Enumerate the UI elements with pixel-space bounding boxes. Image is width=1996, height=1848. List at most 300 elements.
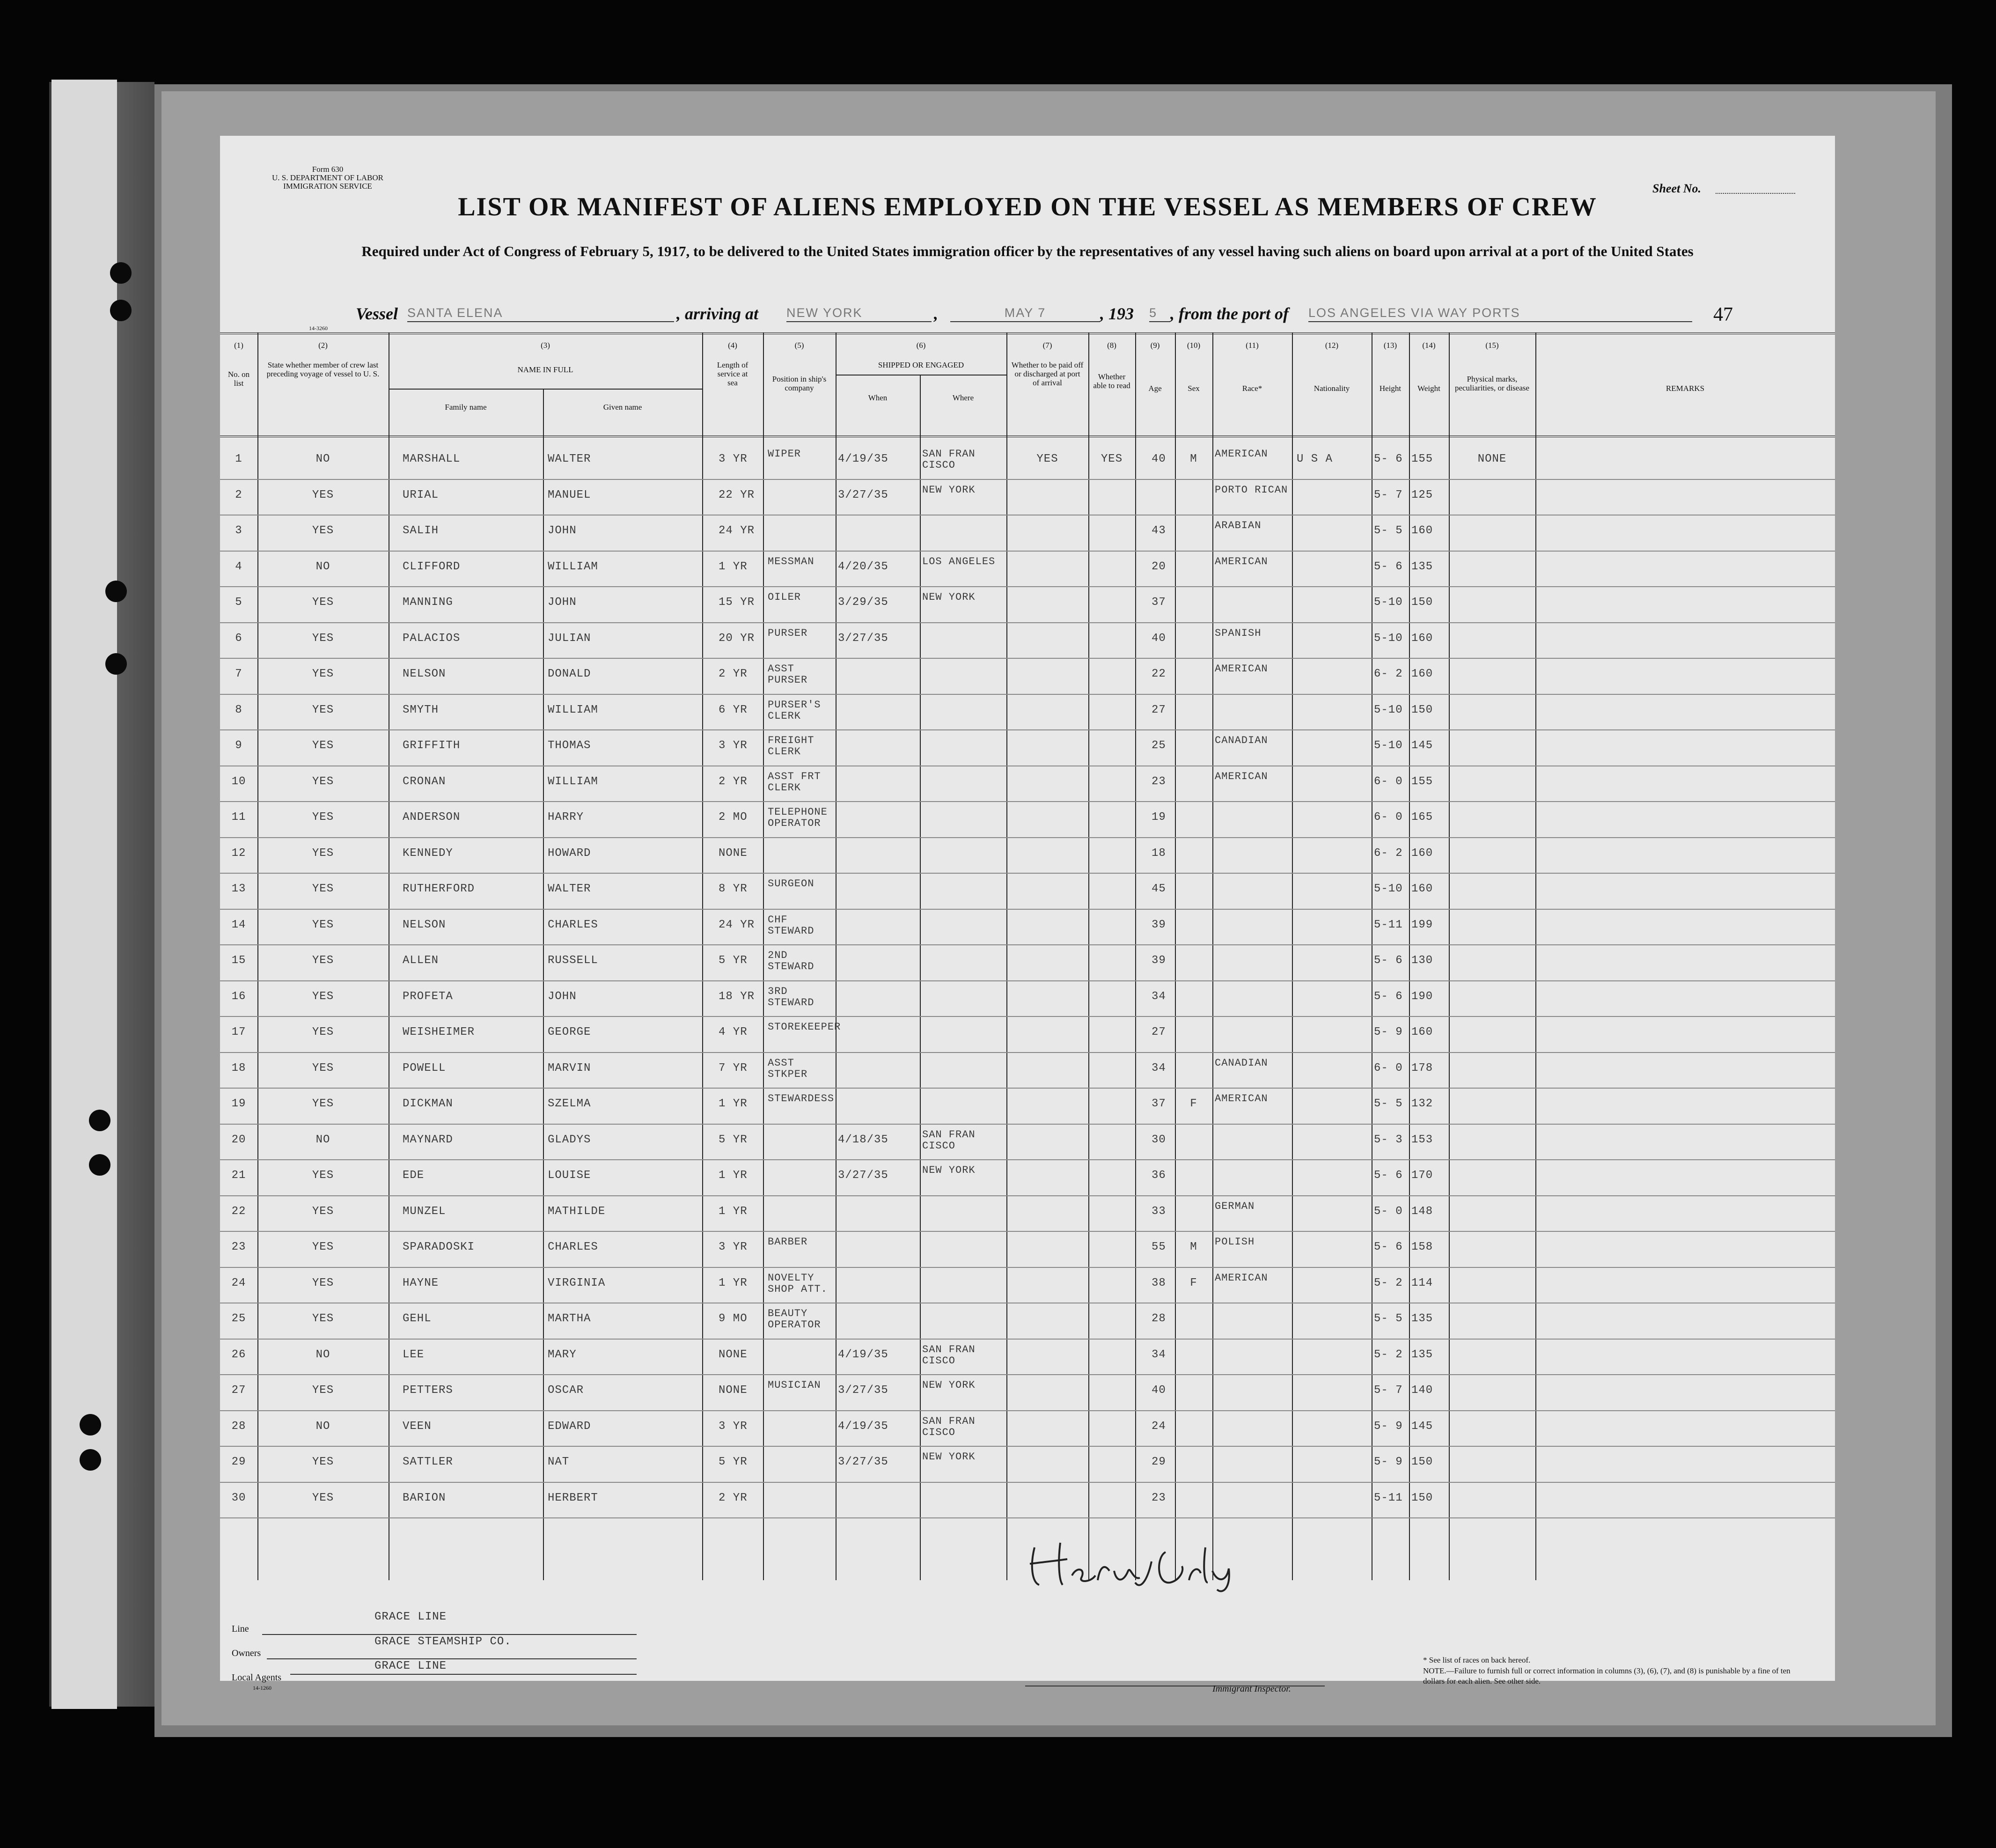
header-col15-num: (15) bbox=[1485, 341, 1499, 350]
cell-age: 39 bbox=[1152, 954, 1166, 967]
cell-nationality: U S A bbox=[1297, 453, 1333, 465]
cell-prev: YES bbox=[312, 1061, 334, 1075]
cell-service: 5 YR bbox=[719, 1133, 748, 1146]
cell-weight: 153 bbox=[1411, 1133, 1433, 1146]
cell-position: MESSMAN bbox=[768, 555, 815, 567]
cell-prev: YES bbox=[312, 524, 334, 537]
cell-given: MARTHA bbox=[548, 1312, 591, 1325]
cell-family: URIAL bbox=[403, 488, 439, 501]
binder-hole bbox=[89, 1154, 110, 1176]
cell-service: 22 YR bbox=[719, 488, 755, 501]
cell-prev: NO bbox=[316, 1420, 330, 1433]
cell-no: 16 bbox=[231, 990, 246, 1003]
cell-no: 7 bbox=[235, 668, 242, 680]
header-col1-num: (1) bbox=[234, 341, 243, 350]
cell-weight: 170 bbox=[1411, 1169, 1433, 1182]
manifest-sheet: Form 630 U. S. DEPARTMENT OF LABOR IMMIGRATION SERVICE Sheet No. LIST OR MANIFEST OF ALIENS EMPLOYED ON THE VESSEL AS MEMBERS OF CREW Required under Act of Congress of February 5, 1917, to be delivered to the United States immigration officer by the representatives of any vessel having such aliens on board upon arrival at a port of the United States Vessel SANTA ELENA , arriving at NEW YORK , MAY 7 , 193 5 , from the port of LOS ANGELES VIA WAY PORTS 47 14-3260 (1) No. on list (2) State whether member of crew last preceding voyage of vessel to U. S. (3) NAME IN FULL Family name Given name (4) Length of service at sea (5) Position in ship's company (6) SHIPPED OR ENGAGED When Where (7) Whether to be paid off or discharged at port of arrival (8) Whether able to read (9) Age (10) Sex (11) Race* (12) Nationality (13) Height (14) Weight (15) Physical marks, peculiarities, or disease REMARKS 1 NO MARSHALL WALTER 3 YR WIPER 4/19/35 SAN FRAN CISCO YES YES 40 M AMERICAN U S A 5- 6 155 NONE 2 YES URIAL MANUEL 22 YR 3/27/35 NEW YORK PORTO RICAN 5- 7 125 3 YES SALIH JOHN 24 YR 43 ARABIAN 5- 5 160 4 NO CLIFFORD WILLIAM 1 YR MESSMAN 4/20/35 LOS ANGELES 20 AMERICAN 5- 6 135 5 YES MANNING JOHN 15 YR OILER 3/29/35 NEW YORK 37 5-10 150 6 YES PALACIOS JULIAN 20 YR PURSER 3/27/35 40 SPANISH 5-10 160 7 YES NELSON DONALD 2 YR ASST PURSER 22 AMERICAN 6- 2 160 8 YES SMYTH WILLIAM 6 YR PURSER'S CLERK 27 5-10 150 9 YES GRIFFITH THOMAS 3 YR FREIGHT CLERK 25 CANADIAN 5-10 145 10 YES CRONAN WILLIAM 2 YR ASST FRT CLERK 23 AMERICAN 6- 0 155 11 YES ANDERSON HARRY 2 MO TELEPHONE OPERATOR 19 6- 0 165 12 YES KENNEDY HOWARD NONE 18 6- 2 160 13 YES RUTHERFORD WALTER 8 YR SURGEON 45 5-10 160 14 YES NELSON CHARLES 24 YR CHF STEWARD 39 5-11 199 15 YES ALLEN RUSSELL 5 YR 2ND STEWARD 39 5- 6 130 16 YES PROFETA JOHN 18 YR 3RD STEWARD 34 5- 6 190 17 YES WEISHEIMER GEORGE 4 YR STOREKEEPER 27 5- 9 160 18 YES POWELL MARVIN 7 YR ASST STKPER 34 CANADIAN 6- 0 178 19 YES DICKMAN SZELMA 1 YR STEWARDESS 37 F AMERICAN 5- 5 132 20 NO MAYNARD GLADYS 5 YR 4/18/35 SAN FRAN CISCO 30 5- 3 153 21 YES EDE LOUISE 1 YR 3/27/35 NEW YORK 36 5- 6 170 22 YES MUNZEL MATHILDE 1 YR 33 GERMAN 5- 0 148 23 YES SPARADOSKI CHARLES 3 YR BARBER 55 M POLISH 5- 6 158 24 YES HAYNE VIRGINIA 1 YR NOVELTY SHOP ATT. 38 F AMERICAN 5- 2 114 25 YES GEHL MARTHA 9 MO BEAUTY OPERATOR 28 5- 5 135 26 NO LEE MARY NONE 4/19/35 SAN FRAN CISCO 34 5- 2 135 27 YES PETTERS OSCAR NONE MUSICIAN 3/27/35 NEW YORK 40 5- 7 140 28 NO VEEN EDWARD 3 YR 4/19/35 SAN FRAN CISCO 24 5- 9 145 29 YES SATTLER NAT 5 YR 3/27/35 NEW YORK 29 5- 9 150 30 YES BARION HERBERT 2 YR 23 5-11 150 Line GRACE LINE Owners GRACE STEAMSHIP CO. Local Agents GRACE LINE 14-1260 Immigrant Inspector. * See list of races on back hereof. NOTE.—Failure to furnish full or correct information in columns (3), (6), (7), and (8) is punishable by a fine of ten dollars for each alien. See other side. bbox=[220, 136, 1835, 1681]
cell-weight: 155 bbox=[1411, 453, 1433, 465]
cell-weight: 160 bbox=[1411, 883, 1433, 895]
cell-given: MARY bbox=[548, 1348, 577, 1361]
cell-no: 15 bbox=[231, 954, 246, 967]
cell-race: AMERICAN bbox=[1215, 555, 1268, 567]
cell-position: PURSER bbox=[768, 627, 808, 639]
header-prev-voyage: State whether member of crew last preceding voyage of vessel to U. S. bbox=[266, 361, 380, 378]
cell-height: 5- 9 bbox=[1374, 1026, 1403, 1038]
cell-prev: NO bbox=[316, 1348, 330, 1361]
header-remarks: REMARKS bbox=[1666, 384, 1705, 393]
cell-family: SPARADOSKI bbox=[403, 1241, 475, 1253]
cell-height: 5-10 bbox=[1374, 703, 1403, 716]
cell-age: 28 bbox=[1152, 1312, 1166, 1325]
cell-weight: 150 bbox=[1411, 1491, 1433, 1504]
cell-given: WILLIAM bbox=[548, 703, 598, 716]
cell-height: 5- 7 bbox=[1374, 488, 1403, 501]
cell-height: 5- 5 bbox=[1374, 1312, 1403, 1325]
cell-given: MARVIN bbox=[548, 1061, 591, 1075]
cell-weight: 150 bbox=[1411, 1456, 1433, 1468]
cell-weight: 199 bbox=[1411, 918, 1433, 931]
cell-height: 5- 0 bbox=[1374, 1205, 1403, 1218]
cell-weight: 135 bbox=[1411, 1312, 1433, 1325]
cell-no: 10 bbox=[231, 775, 246, 788]
cell-prev: NO bbox=[316, 1133, 330, 1146]
cell-no: 9 bbox=[235, 739, 242, 752]
cell-prev: YES bbox=[312, 990, 334, 1003]
cell-age: 40 bbox=[1152, 1384, 1166, 1397]
cell-service: 15 YR bbox=[719, 596, 755, 609]
binder-hole bbox=[89, 1110, 110, 1131]
cell-race: CANADIAN bbox=[1215, 1057, 1268, 1069]
cell-height: 5-11 bbox=[1374, 918, 1403, 931]
cell-prev: YES bbox=[312, 811, 334, 824]
header-col14-num: (14) bbox=[1422, 341, 1436, 350]
cell-given: LOUISE bbox=[548, 1169, 591, 1182]
cell-given: HERBERT bbox=[548, 1491, 598, 1504]
cell-when: 3/29/35 bbox=[838, 596, 888, 609]
binder-hole bbox=[80, 1449, 101, 1471]
cell-service: 1 YR bbox=[719, 1276, 748, 1289]
cell-no: 23 bbox=[231, 1241, 246, 1253]
cell-prev: YES bbox=[312, 1169, 334, 1182]
cell-when: 4/19/35 bbox=[838, 453, 888, 465]
cell-height: 5- 5 bbox=[1374, 524, 1403, 537]
cell-no: 2 bbox=[235, 488, 242, 501]
cell-service: 24 YR bbox=[719, 918, 755, 931]
cell-no: 22 bbox=[231, 1205, 246, 1218]
cell-age: 23 bbox=[1152, 1491, 1166, 1504]
header-col7-num: (7) bbox=[1042, 341, 1052, 350]
cell-race: POLISH bbox=[1215, 1236, 1255, 1248]
header-paid-off: Whether to be paid off or discharged at port of arrival bbox=[1011, 361, 1084, 387]
cell-no: 19 bbox=[231, 1097, 246, 1110]
cell-service: 9 MO bbox=[719, 1312, 748, 1325]
cell-no: 25 bbox=[231, 1312, 246, 1325]
cell-age: 38 bbox=[1152, 1276, 1166, 1289]
cell-position: BARBER bbox=[768, 1236, 808, 1248]
cell-when: 3/27/35 bbox=[838, 1169, 888, 1182]
cell-race: ARABIAN bbox=[1215, 520, 1262, 531]
cell-service: 3 YR bbox=[719, 1241, 748, 1253]
cell-family: DICKMAN bbox=[403, 1097, 453, 1110]
cell-weight: 190 bbox=[1411, 990, 1433, 1003]
cell-no: 30 bbox=[231, 1491, 246, 1504]
cell-age: 40 bbox=[1152, 632, 1166, 645]
cell-weight: 125 bbox=[1411, 488, 1433, 501]
cell-prev: NO bbox=[316, 453, 330, 465]
cell-service: 5 YR bbox=[719, 1456, 748, 1468]
cell-height: 6- 2 bbox=[1374, 668, 1403, 680]
cell-when: 4/19/35 bbox=[838, 1420, 888, 1433]
cell-service: 7 YR bbox=[719, 1061, 748, 1075]
cell-position: BEAUTY OPERATOR bbox=[768, 1308, 821, 1331]
cell-where: SAN FRAN CISCO bbox=[922, 1128, 976, 1152]
cell-paid: YES bbox=[1036, 453, 1058, 465]
cell-height: 5- 2 bbox=[1374, 1276, 1403, 1289]
cell-service: 1 YR bbox=[719, 1097, 748, 1110]
cell-service: 2 YR bbox=[719, 668, 748, 680]
cell-weight: 140 bbox=[1411, 1384, 1433, 1397]
cell-service: 18 YR bbox=[719, 990, 755, 1003]
cell-position: STOREKEEPER bbox=[768, 1021, 841, 1033]
cell-family: CRONAN bbox=[403, 775, 446, 788]
cell-prev: NO bbox=[316, 560, 330, 573]
cell-race: SPANISH bbox=[1215, 627, 1262, 639]
cell-weight: 145 bbox=[1411, 1420, 1433, 1433]
cell-given: WILLIAM bbox=[548, 560, 598, 573]
header-length-of-service: Length of service at sea bbox=[717, 361, 748, 387]
vessel-value: SANTA ELENA bbox=[407, 304, 674, 322]
cell-service: 20 YR bbox=[719, 632, 755, 645]
cell-position: 2ND STEWARD bbox=[768, 950, 815, 972]
cell-position: STEWARDESS bbox=[768, 1093, 835, 1104]
cell-weight: 135 bbox=[1411, 560, 1433, 573]
cell-service: 2 YR bbox=[719, 1491, 748, 1504]
cell-prev: YES bbox=[312, 918, 334, 931]
cell-position: WIPER bbox=[768, 448, 801, 460]
header-col9-num: (9) bbox=[1150, 341, 1160, 350]
cell-height: 5-10 bbox=[1374, 883, 1403, 895]
cell-weight: 150 bbox=[1411, 703, 1433, 716]
cell-age: 55 bbox=[1152, 1241, 1166, 1253]
cell-when: 3/27/35 bbox=[838, 1456, 888, 1468]
cell-sex: F bbox=[1190, 1276, 1197, 1289]
cell-weight: 150 bbox=[1411, 596, 1433, 609]
cell-prev: YES bbox=[312, 1241, 334, 1253]
cell-family: ANDERSON bbox=[403, 811, 461, 824]
header-height: Height bbox=[1379, 384, 1402, 393]
inspector-signature bbox=[1016, 1538, 1297, 1594]
cell-given: CHARLES bbox=[548, 1241, 598, 1253]
header-nationality: Nationality bbox=[1314, 384, 1350, 393]
cell-age: 23 bbox=[1152, 775, 1166, 788]
races-note: * See list of races on back hereof. bbox=[1423, 1656, 1531, 1664]
cell-weight: 160 bbox=[1411, 1026, 1433, 1038]
cell-family: CLIFFORD bbox=[403, 560, 461, 573]
owners-value: GRACE STEAMSHIP CO. bbox=[374, 1635, 512, 1648]
cell-height: 5- 9 bbox=[1374, 1456, 1403, 1468]
header-able-to-read: Whether able to read bbox=[1093, 372, 1130, 390]
cell-no: 29 bbox=[231, 1456, 246, 1468]
cell-no: 8 bbox=[235, 703, 242, 716]
cell-race: AMERICAN bbox=[1215, 663, 1268, 675]
header-col4-num: (4) bbox=[728, 341, 737, 350]
cell-height: 6- 0 bbox=[1374, 775, 1403, 788]
cell-family: GEHL bbox=[403, 1312, 432, 1325]
cell-age: 27 bbox=[1152, 703, 1166, 716]
arrival-date: MAY 7 bbox=[950, 304, 1100, 322]
cell-family: SMYTH bbox=[403, 703, 439, 716]
cell-family: LEE bbox=[403, 1348, 425, 1361]
penalty-note: NOTE.—Failure to furnish full or correct information in columns (3), (6), (7), and (8) is punishable by a fine of ten dollars for each alien. See other side. bbox=[1423, 1666, 1791, 1686]
cell-family: SALIH bbox=[403, 524, 439, 537]
cell-weight: 160 bbox=[1411, 668, 1433, 680]
cell-family: PETTERS bbox=[403, 1384, 453, 1397]
header-col2-num: (2) bbox=[318, 341, 328, 350]
line-label: Line bbox=[232, 1624, 249, 1634]
document-subtitle: Required under Act of Congress of February 5, 1917, to be delivered to the United States immigration officer by the representatives of any vessel having such aliens on board upon arrival at a port of the United States bbox=[361, 243, 1694, 259]
cell-prev: YES bbox=[312, 1097, 334, 1110]
cell-weight: 160 bbox=[1411, 847, 1433, 860]
cell-race: AMERICAN bbox=[1215, 770, 1268, 782]
cell-no: 28 bbox=[231, 1420, 246, 1433]
cell-position: NOVELTY SHOP ATT. bbox=[768, 1272, 828, 1295]
cell-given: WALTER bbox=[548, 453, 591, 465]
cell-height: 5- 9 bbox=[1374, 1420, 1403, 1433]
cell-service: 6 YR bbox=[719, 703, 748, 716]
cell-weight: 114 bbox=[1411, 1276, 1433, 1289]
cell-given: RUSSELL bbox=[548, 954, 598, 967]
cell-age: 18 bbox=[1152, 847, 1166, 860]
cell-family: MANNING bbox=[403, 596, 453, 609]
cell-weight: 145 bbox=[1411, 739, 1433, 752]
form-service: IMMIGRATION SERVICE bbox=[283, 182, 372, 191]
header-col6-num: (6) bbox=[916, 341, 926, 350]
header-col13-num: (13) bbox=[1383, 341, 1397, 350]
cell-weight: 132 bbox=[1411, 1097, 1433, 1110]
cell-given: JOHN bbox=[548, 990, 577, 1003]
cell-prev: YES bbox=[312, 1312, 334, 1325]
cell-given: OSCAR bbox=[548, 1384, 584, 1397]
departure-port: LOS ANGELES VIA WAY PORTS bbox=[1308, 304, 1692, 322]
cell-age: 25 bbox=[1152, 739, 1166, 752]
arriving-value: NEW YORK bbox=[786, 304, 932, 322]
cell-age: 30 bbox=[1152, 1133, 1166, 1146]
cell-no: 20 bbox=[231, 1133, 246, 1146]
cell-when: 4/20/35 bbox=[838, 560, 888, 573]
cell-when: 3/27/35 bbox=[838, 632, 888, 645]
cell-height: 6- 0 bbox=[1374, 1061, 1403, 1075]
cell-age: 22 bbox=[1152, 668, 1166, 680]
cell-given: HARRY bbox=[548, 811, 584, 824]
cell-age: 34 bbox=[1152, 990, 1166, 1003]
cell-race: AMERICAN bbox=[1215, 1093, 1268, 1104]
cell-weight: 130 bbox=[1411, 954, 1433, 967]
document-title: LIST OR MANIFEST OF ALIENS EMPLOYED ON THE VESSEL AS MEMBERS OF CREW bbox=[458, 192, 1597, 221]
cell-height: 5-10 bbox=[1374, 739, 1403, 752]
stamp-number: 47 bbox=[1713, 304, 1733, 325]
cell-where: NEW YORK bbox=[922, 484, 976, 496]
cell-height: 5- 6 bbox=[1374, 954, 1403, 967]
cell-prev: YES bbox=[312, 1276, 334, 1289]
cell-race: AMERICAN bbox=[1215, 1272, 1268, 1284]
cell-where: NEW YORK bbox=[922, 1379, 976, 1391]
cell-service: NONE bbox=[719, 1384, 748, 1397]
binder-hole bbox=[105, 653, 127, 675]
cell-service: 2 YR bbox=[719, 775, 748, 788]
cell-age: 19 bbox=[1152, 811, 1166, 824]
cell-service: 3 YR bbox=[719, 453, 748, 465]
header-col3-num: (3) bbox=[541, 341, 550, 350]
cell-given: VIRGINIA bbox=[548, 1276, 606, 1289]
cell-prev: YES bbox=[312, 1026, 334, 1038]
agents-code: 14-1260 bbox=[253, 1685, 272, 1691]
cell-service: 3 YR bbox=[719, 1420, 748, 1433]
cell-when: 4/18/35 bbox=[838, 1133, 888, 1146]
cell-height: 5- 2 bbox=[1374, 1348, 1403, 1361]
header-weight: Weight bbox=[1417, 384, 1440, 393]
cell-given: NAT bbox=[548, 1456, 570, 1468]
cell-no: 6 bbox=[235, 632, 242, 645]
cell-no: 14 bbox=[231, 918, 246, 931]
cell-read: YES bbox=[1101, 453, 1123, 465]
header-no-on-list: No. on list bbox=[227, 370, 250, 388]
cell-age: 45 bbox=[1152, 883, 1166, 895]
header-sex: Sex bbox=[1188, 384, 1200, 393]
cell-position: CHF STEWARD bbox=[768, 913, 815, 937]
cell-position: SURGEON bbox=[768, 878, 815, 890]
cell-given: HOWARD bbox=[548, 847, 591, 860]
cell-family: ALLEN bbox=[403, 954, 439, 967]
cell-where: NEW YORK bbox=[922, 1451, 976, 1463]
cell-marks: NONE bbox=[1477, 453, 1507, 465]
year-suffix: 5 bbox=[1149, 304, 1170, 322]
cell-family: PROFETA bbox=[403, 990, 453, 1003]
header-physical-marks: Physical marks, peculiarities, or disease bbox=[1454, 375, 1530, 392]
cell-no: 5 bbox=[235, 596, 242, 609]
cell-height: 5- 6 bbox=[1374, 990, 1403, 1003]
header-family-name: Family name bbox=[445, 403, 487, 412]
cell-family: HAYNE bbox=[403, 1276, 439, 1289]
cell-weight: 160 bbox=[1411, 524, 1433, 537]
cell-given: JOHN bbox=[548, 524, 577, 537]
cell-age: 24 bbox=[1152, 1420, 1166, 1433]
cell-prev: YES bbox=[312, 703, 334, 716]
cell-prev: YES bbox=[312, 1491, 334, 1504]
cell-family: WEISHEIMER bbox=[403, 1026, 475, 1038]
header-given-name: Given name bbox=[603, 403, 642, 412]
cell-weight: 158 bbox=[1411, 1241, 1433, 1253]
header-name-in-full: NAME IN FULL bbox=[517, 365, 573, 374]
cell-position: ASST FRT CLERK bbox=[768, 770, 821, 794]
vessel-label: Vessel bbox=[356, 304, 398, 323]
cell-prev: YES bbox=[312, 1456, 334, 1468]
cell-service: 1 YR bbox=[719, 560, 748, 573]
header-position: Position in ship's company bbox=[772, 375, 827, 392]
cell-no: 24 bbox=[231, 1276, 246, 1289]
cell-service: 4 YR bbox=[719, 1026, 748, 1038]
cell-height: 5- 3 bbox=[1374, 1133, 1403, 1146]
cell-where: NEW YORK bbox=[922, 591, 976, 603]
binder-hole bbox=[80, 1414, 101, 1436]
cell-family: KENNEDY bbox=[403, 847, 453, 860]
cell-family: RUTHERFORD bbox=[403, 883, 475, 895]
cell-prev: YES bbox=[312, 596, 334, 609]
cell-given: EDWARD bbox=[548, 1420, 591, 1433]
cell-prev: YES bbox=[312, 775, 334, 788]
cell-family: NELSON bbox=[403, 918, 446, 931]
cell-race: GERMAN bbox=[1215, 1200, 1255, 1212]
cell-no: 21 bbox=[231, 1169, 246, 1182]
cell-age: 34 bbox=[1152, 1061, 1166, 1075]
cell-sex: M bbox=[1190, 453, 1197, 465]
cell-given: WALTER bbox=[548, 883, 591, 895]
cell-where: NEW YORK bbox=[922, 1164, 976, 1176]
header-col10-num: (10) bbox=[1187, 341, 1201, 350]
cell-service: 3 YR bbox=[719, 739, 748, 752]
cell-height: 5- 6 bbox=[1374, 1169, 1403, 1182]
cell-prev: YES bbox=[312, 954, 334, 967]
cell-when: 3/27/35 bbox=[838, 1384, 888, 1397]
cell-race: CANADIAN bbox=[1215, 735, 1268, 746]
cell-service: 1 YR bbox=[719, 1205, 748, 1218]
cell-age: 43 bbox=[1152, 524, 1166, 537]
cell-family: MUNZEL bbox=[403, 1205, 446, 1218]
cell-no: 18 bbox=[231, 1061, 246, 1075]
cell-given: THOMAS bbox=[548, 739, 591, 752]
agents-value: GRACE LINE bbox=[374, 1660, 447, 1672]
agents-label: Local Agents bbox=[232, 1672, 282, 1683]
cell-family: SATTLER bbox=[403, 1456, 453, 1468]
arriving-label: , arriving at bbox=[676, 304, 759, 323]
cell-race: AMERICAN bbox=[1215, 448, 1268, 460]
header-col5-num: (5) bbox=[794, 341, 804, 350]
cell-where: SAN FRAN CISCO bbox=[922, 1343, 976, 1367]
inspector-label: Immigrant Inspector. bbox=[1212, 1684, 1291, 1694]
header-race: Race* bbox=[1242, 384, 1262, 393]
form-department: U. S. DEPARTMENT OF LABOR bbox=[272, 173, 383, 182]
cell-weight: 135 bbox=[1411, 1348, 1433, 1361]
header-where: Where bbox=[952, 393, 974, 402]
cell-prev: YES bbox=[312, 883, 334, 895]
cell-service: NONE bbox=[719, 847, 748, 860]
cell-where: LOS ANGELES bbox=[922, 555, 996, 567]
cell-service: 5 YR bbox=[719, 954, 748, 967]
cell-given: MATHILDE bbox=[548, 1205, 606, 1218]
cell-position: ASST STKPER bbox=[768, 1057, 808, 1080]
header-col8-num: (8) bbox=[1107, 341, 1116, 350]
year-prefix: , 193 bbox=[1100, 304, 1134, 323]
cell-age: 40 bbox=[1152, 453, 1166, 465]
cell-height: 5- 6 bbox=[1374, 1241, 1403, 1253]
cell-given: DONALD bbox=[548, 668, 591, 680]
cell-service: NONE bbox=[719, 1348, 748, 1361]
cell-height: 5-11 bbox=[1374, 1491, 1403, 1504]
owners-label: Owners bbox=[232, 1648, 261, 1658]
cell-position: PURSER'S CLERK bbox=[768, 699, 821, 722]
cell-height: 5- 7 bbox=[1374, 1384, 1403, 1397]
cell-age: 27 bbox=[1152, 1026, 1166, 1038]
cell-no: 1 bbox=[235, 453, 242, 465]
cell-no: 11 bbox=[231, 811, 246, 824]
cell-family: POWELL bbox=[403, 1061, 446, 1075]
cell-given: GEORGE bbox=[548, 1026, 591, 1038]
cell-no: 3 bbox=[235, 524, 242, 537]
cell-no: 26 bbox=[231, 1348, 246, 1361]
cell-family: BARION bbox=[403, 1491, 446, 1504]
crew-table bbox=[220, 332, 1835, 1580]
header-when: When bbox=[868, 393, 888, 402]
cell-family: GRIFFITH bbox=[403, 739, 461, 752]
